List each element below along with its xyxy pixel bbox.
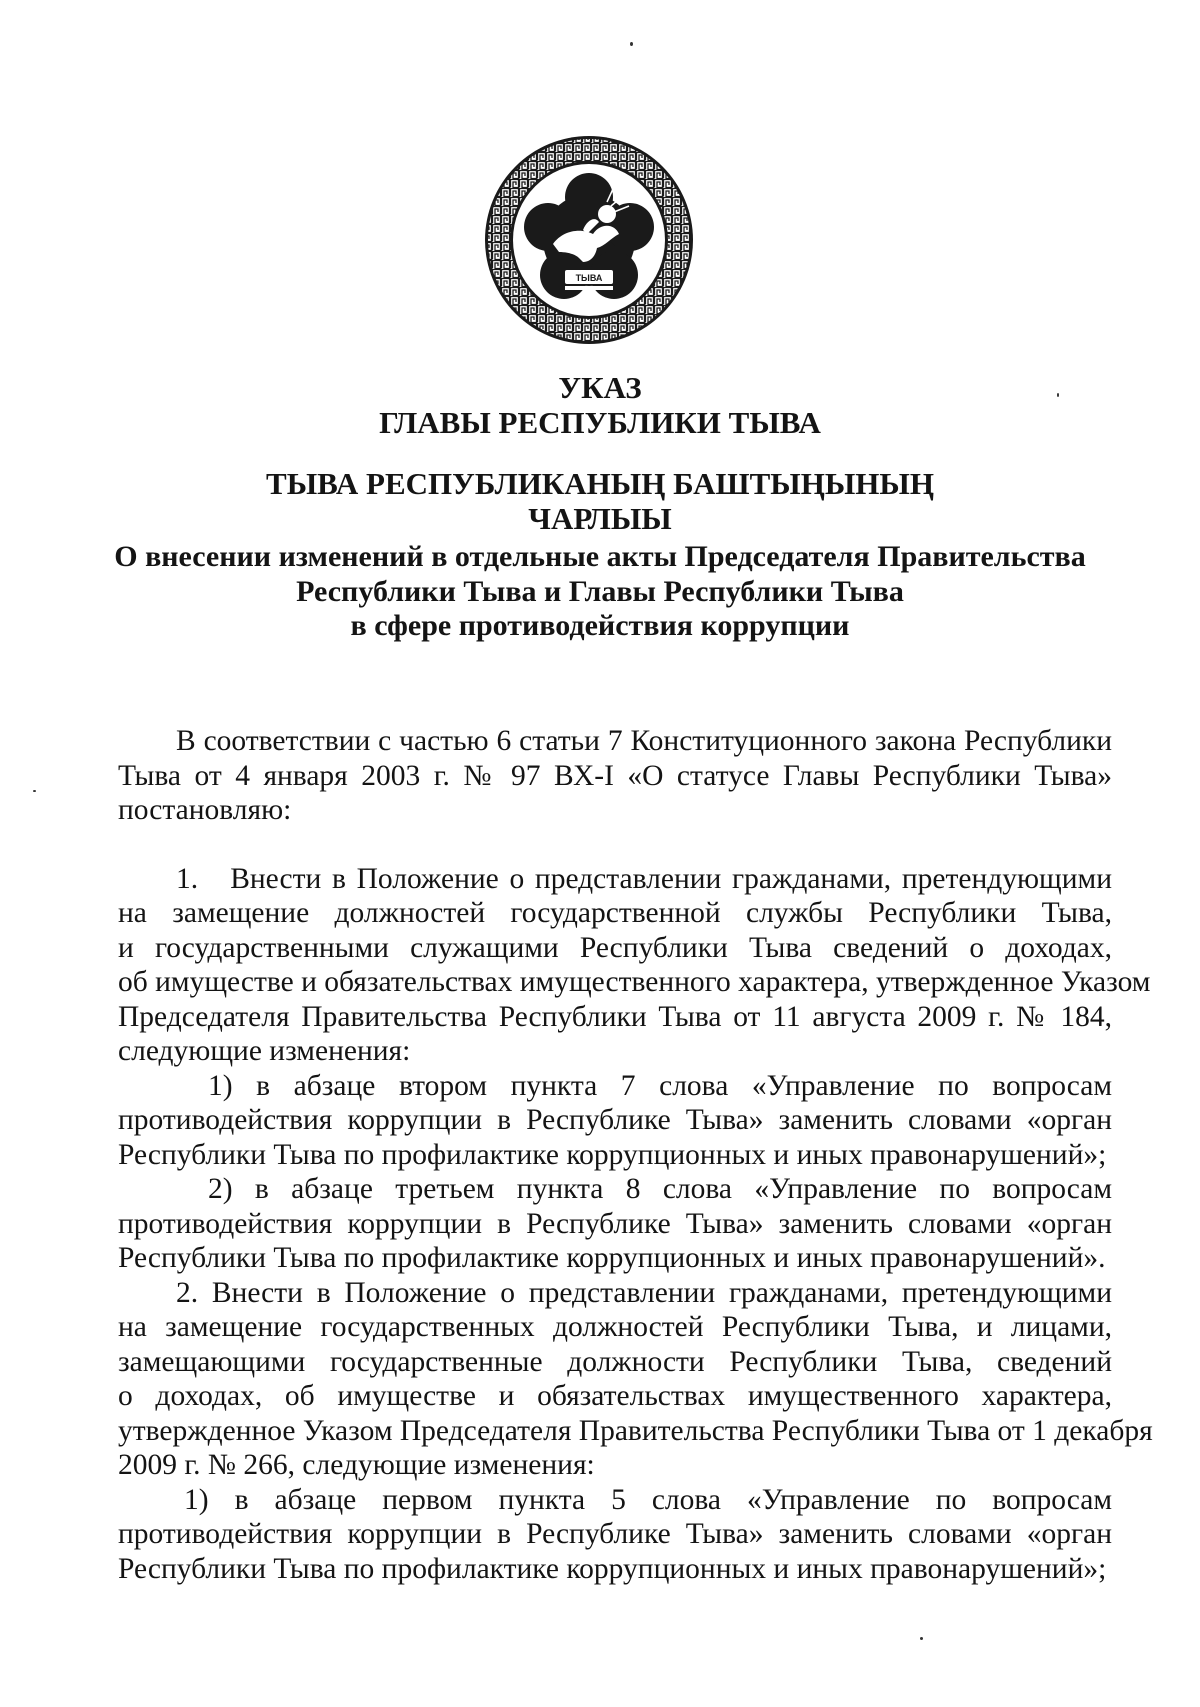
item-2-line: утвержденное Указом Председателя Правительства Республики Тыва от 1 декабря: [118, 1414, 1153, 1447]
item-1-first-line: [118, 862, 1112, 897]
decree-subject: [0, 540, 1200, 644]
emblem-graphic: [483, 134, 695, 346]
subitem-line: Республики Тыва по профилактике коррупционных и иных правонарушений»;: [118, 1138, 1107, 1171]
title-line-ukaz: УКАЗ: [558, 370, 642, 405]
item-1-subitem-2: [118, 1172, 1112, 1276]
title-tuvan-line2: ЧАРЛЫЫ: [528, 501, 672, 536]
subitem-line: противодействия коррупции в Республике Тыва» заменить словами «орган: [118, 1207, 1112, 1240]
preamble-line: Тыва от 4 января 2003 г. № 97 ВХ-I «О статусе Главы Республики Тыва»: [118, 759, 1112, 792]
decree-title-tuvan: [0, 466, 1200, 536]
subitem-line: Республики Тыва по профилактике коррупционных и иных правонарушений»;: [118, 1552, 1107, 1585]
subitem-line: 1) в абзаце втором пункта 7 слова «Управление по вопросам: [208, 1069, 1112, 1102]
item-1-line: Внести в Положение о представлении гражданами, претендующими: [230, 862, 1112, 895]
subitem-line: 1) в абзаце первом пункта 5 слова «Управление по вопросам: [184, 1483, 1112, 1516]
title-tuvan-line1: ТЫВА РЕСПУБЛИКАНЫҢ БАШТЫҢЫНЫҢ: [266, 466, 934, 501]
decree-body: [118, 724, 1153, 1586]
item-2-line: 2. Внести в Положение о представлении гражданами, претендующими: [176, 1276, 1112, 1309]
item-2-subitem-1: [118, 1483, 1112, 1587]
item-2-line: на замещение государственных должностей Республики Тыва, и лицами,: [118, 1311, 1112, 1343]
item-1-number: 1.: [176, 862, 199, 895]
item-1-line: следующие изменения:: [118, 1035, 411, 1067]
item-2-line: о доходах, об имуществе и обязательствах имущественного характера,: [118, 1380, 1112, 1412]
preamble-line: постановляю:: [118, 794, 292, 826]
subitem-line: противодействия коррупции в Республике Тыва» заменить словами «орган: [118, 1104, 1112, 1136]
decree-title: [0, 370, 1200, 440]
item-2-paragraph: [118, 1276, 1153, 1483]
item-1-line: Председателя Правительства Республики Тыва от 11 августа 2009 г. № 184,: [118, 1000, 1112, 1033]
scan-speck: [33, 790, 36, 792]
title-line-head: ГЛАВЫ РЕСПУБЛИКИ ТЫВА: [379, 405, 821, 440]
scan-speck: [630, 42, 633, 46]
subject-line2: Республики Тыва и Главы Республики Тыва: [296, 574, 904, 608]
coat-of-arms-emblem: [483, 134, 695, 346]
subject-line3: в сфере противодействия коррупции: [350, 609, 850, 642]
preamble-paragraph: [118, 724, 1112, 828]
item-2-line: замещающими государственные должности Республики Тыва, сведений: [118, 1345, 1112, 1378]
emblem-band-text: ТЫВА: [575, 273, 603, 283]
item-1-line: об имуществе и обязательствах имущественного характера, утвержденное Указом: [118, 966, 1151, 998]
item-1-line: на замещение должностей государственной службы Республики Тыва,: [118, 897, 1112, 929]
item-1-paragraph: [118, 862, 1151, 1069]
item-1-line: и государственными служащими Республики Тыва сведений о доходах,: [118, 931, 1112, 964]
item-2-line: 2009 г. № 266, следующие изменения:: [118, 1449, 595, 1481]
subitem-line: Республики Тыва по профилактике коррупционных и иных правонарушений».: [118, 1242, 1106, 1274]
subitem-line: противодействия коррупции в Республике Тыва» заменить словами «орган: [118, 1518, 1112, 1550]
preamble-line: В соответствии с частью 6 статьи 7 Конституционного закона Республики: [176, 725, 1112, 757]
item-1-subitem-1: [118, 1069, 1112, 1173]
subject-line1: О внесении изменений в отдельные акты Председателя Правительства: [114, 540, 1086, 573]
subitem-line: 2) в абзаце третьем пункта 8 слова «Управление по вопросам: [208, 1173, 1112, 1205]
scan-speck: [920, 1637, 923, 1640]
